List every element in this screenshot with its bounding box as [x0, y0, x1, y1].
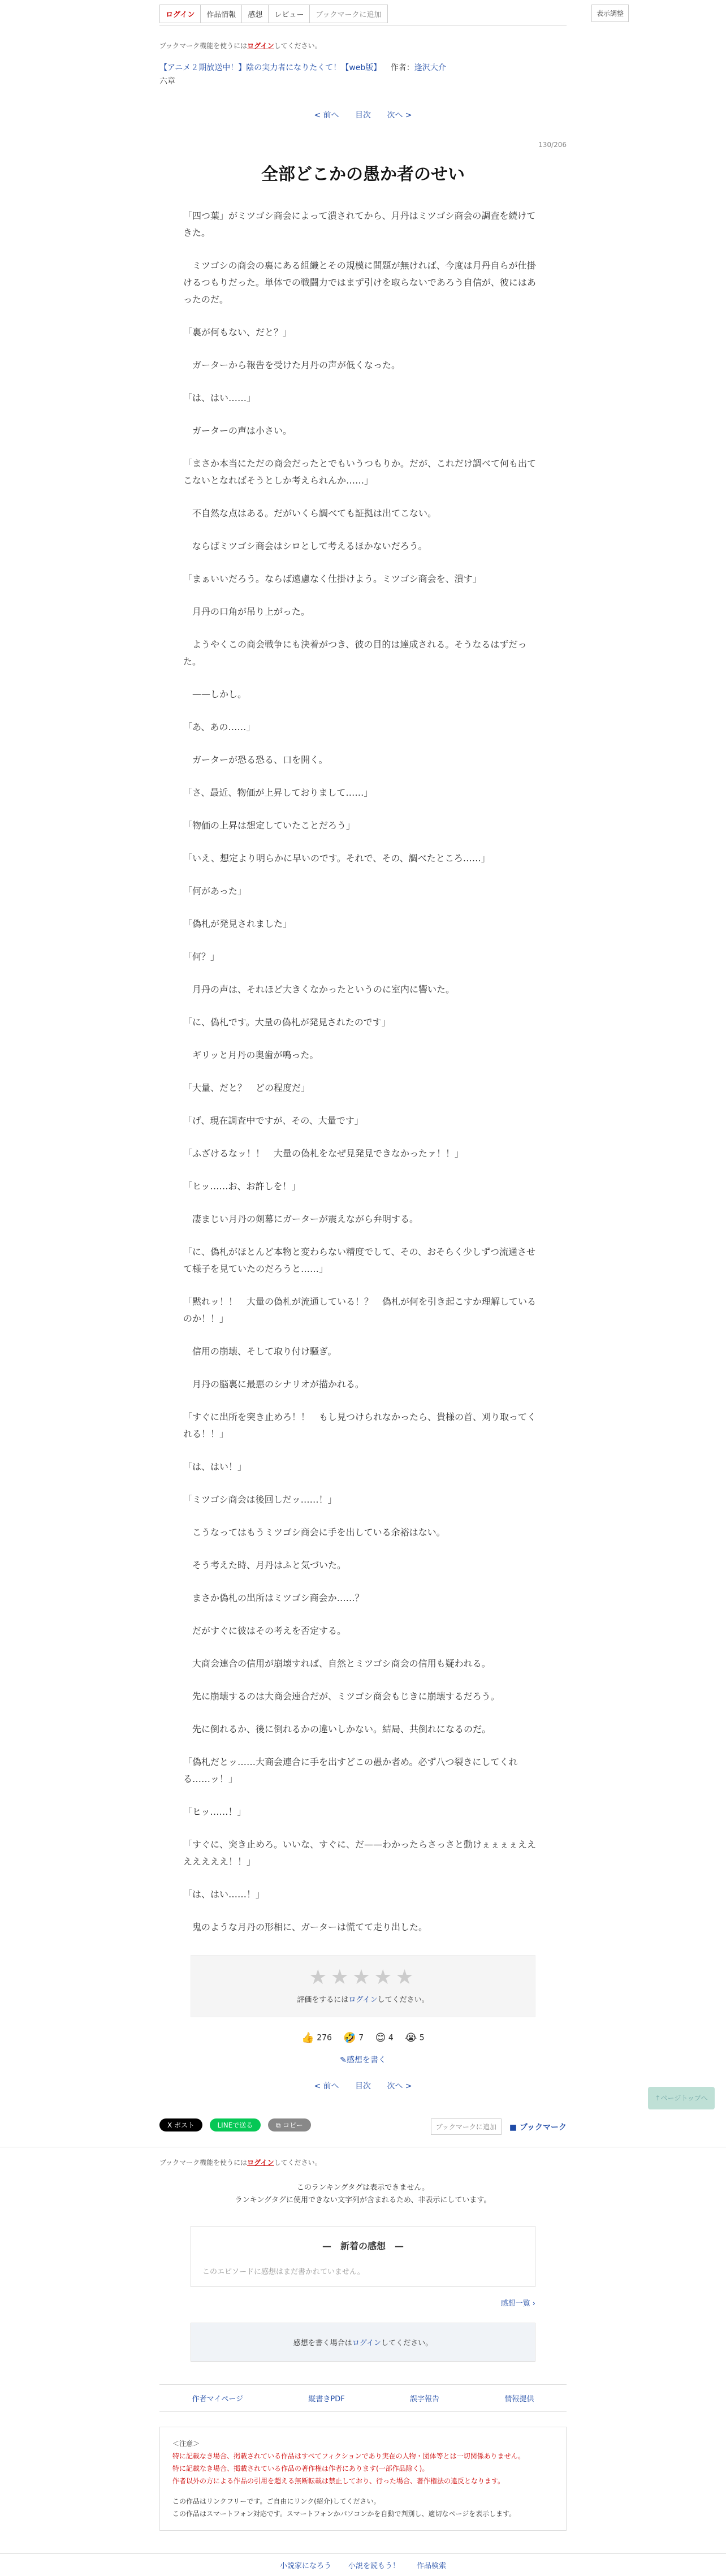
novel-paragraph: 「に、偽札がほとんど本物と変わらない精度でして、その、おそらく少しずつ流通させて様子を見ていたのだろうと……」 — [183, 1246, 536, 1274]
novel-paragraph: 鬼のような月丹の形相に、ガーターは慌てて走り出した。 — [183, 1922, 428, 1932]
smiling-icon: 😊 — [375, 2032, 386, 2044]
bookmark-notice-bottom — [159, 2158, 567, 2167]
caution-line: この作品はスマートフォン対応です。スマートフォンかパソコンかを自動で判別し、適切なページを表示します。 — [172, 2510, 516, 2518]
next-link[interactable]: 次へ > — [387, 111, 412, 120]
add-bookmark-button[interactable]: ブックマークに追加 — [431, 2118, 502, 2135]
review-tab[interactable]: レビュー — [268, 5, 310, 23]
ranking-line: ランキングタグに使用できない文字列が含まれるため、非表示にしています。 — [235, 2196, 491, 2204]
bookmark-link[interactable]: ■ ブックマーク — [509, 2122, 567, 2132]
copy-button[interactable]: ⧉ コピー — [268, 2118, 311, 2131]
novel-paragraph: 月丹の口角が吊り上がった。 — [183, 606, 310, 617]
bookmark-area — [431, 2118, 567, 2135]
novel-paragraph: ——しかし。 — [183, 689, 247, 700]
novel-paragraph: 「物価の上昇は想定していたことだろう」 — [183, 820, 356, 831]
reaction-smiling[interactable] — [375, 2032, 394, 2044]
rating-box — [191, 1955, 535, 2017]
display-settings-button[interactable]: 表示調整 — [591, 5, 629, 22]
reaction-crying[interactable] — [405, 2032, 424, 2044]
episode-count: 130/206 — [538, 141, 567, 149]
reaction-thumbs-up[interactable] — [301, 2032, 332, 2044]
novel-paragraph: 「まぁいいだろう。ならば遠慮なく仕掛けよう。ミツゴシ商会を、潰す」 — [183, 573, 482, 584]
novel-paragraph: 「偽札が発見されました」 — [183, 918, 292, 929]
prev-link[interactable]: < 前へ — [314, 2082, 339, 2091]
caution-line: 特に記載なき場合、掲載されている作品はすべてフィクションであり実在の人物・団体等とは一切関係ありません。 — [172, 2452, 525, 2460]
vertical-pdf-link[interactable]: 縦書きPDF — [308, 2395, 345, 2404]
novel-paragraph: ガーターから報告を受けた月丹の声が低くなった。 — [183, 360, 401, 370]
login-tab[interactable]: ログイン — [159, 5, 201, 23]
share-bar — [159, 2118, 567, 2141]
reaction-count: 4 — [388, 2033, 394, 2043]
work-info-tab[interactable]: 作品情報 — [200, 5, 242, 23]
novel-paragraph: 月丹の脳裏に最悪のシナリオが描かれる。 — [183, 1379, 364, 1390]
toc-link[interactable]: 目次 — [355, 111, 371, 120]
narou-link[interactable]: 小説家になろう — [279, 2562, 331, 2570]
add-bookmark-tab[interactable]: ブックマークに追加 — [309, 5, 387, 23]
reaction-count: 5 — [419, 2033, 425, 2043]
write-impression-link[interactable]: ✎感想を書く — [340, 2056, 386, 2065]
chapter-name: 六章 — [159, 77, 175, 86]
episode-title: 全部どこかの愚か者のせい — [261, 165, 465, 184]
ranking-line: このランキングタグは表示できません。 — [296, 2184, 430, 2192]
notice-pre: ブックマーク機能を使うには — [159, 42, 248, 50]
novel-paragraph: 「に、偽札です。大量の偽札が発見されたのです」 — [183, 1017, 391, 1028]
crying-icon: 😭 — [405, 2032, 417, 2044]
site-bottom-bar — [0, 2553, 726, 2576]
toc-link[interactable]: 目次 — [355, 2082, 371, 2091]
rating-login-link[interactable]: ログイン — [348, 1996, 378, 2004]
caution-heading: ＜注意＞ — [172, 2440, 200, 2448]
rating-text — [191, 1994, 535, 2004]
novel-paragraph: 信用の崩壊、そして取り付け騒ぎ。 — [183, 1346, 337, 1357]
reaction-laughing[interactable] — [343, 2032, 364, 2044]
novel-paragraph: ギリッと月丹の奥歯が鳴った。 — [183, 1050, 319, 1060]
novel-paragraph: ならばミツゴシ商会はシロとして考えるほかないだろう。 — [183, 541, 427, 551]
novel-paragraph: 「いえ、想定より明らかに早いのです。それで、その、調べたところ……」 — [183, 853, 490, 864]
rating-pre: 評価をするには — [297, 1996, 349, 2004]
novel-paragraph: ミツゴシの商会の裏にある組織とその規模に問題が無ければ、今度は月丹自らが仕掛けるつもりだった。単体での戦闘力ではまず引けを取らないであろう自信が、彼にはあったのだ。 — [183, 260, 536, 305]
caution-box — [159, 2427, 567, 2531]
impressions-title: — 新着の感想 — — [322, 2241, 404, 2251]
novel-paragraph: 「ヒッ……お、お許しを！」 — [183, 1181, 301, 1192]
notice-pre: ブックマーク機能を使うには — [159, 2159, 248, 2167]
novel-paragraph: 「まさか本当にただの商会だったとでもいうつもりか。だが、これだけ調べて何も出てこないとなればそうとしか考えられんか……」 — [183, 458, 537, 486]
write-pre: 感想を書く場合は — [293, 2339, 352, 2348]
novel-paragraph: そう考えた時、月丹はふと気づいた。 — [183, 1560, 347, 1570]
novel-paragraph: だがすぐに彼はその考えを否定する。 — [183, 1625, 347, 1636]
episode-pager-top — [159, 109, 567, 120]
typo-report-link[interactable]: 誤字報告 — [410, 2395, 440, 2404]
page-top-button[interactable]: ↑ページトップへ — [648, 2087, 715, 2109]
novel-paragraph: 月丹の声は、それほど大きくなかったというのに室内に響いた。 — [183, 984, 455, 995]
reactions — [159, 2032, 567, 2044]
write-impression-box — [191, 2323, 535, 2362]
author-link[interactable]: 逢沢大介 — [414, 63, 446, 72]
new-impressions-box — [191, 2226, 535, 2287]
star-icon[interactable]: ★ — [395, 1966, 417, 1989]
novel-paragraph: 「裏が何もない、だと？」 — [183, 327, 292, 338]
impressions-list-link[interactable]: 感想一覧 › — [500, 2299, 535, 2308]
novel-paragraph: 凄まじい月丹の剣幕にガーターが震えながら弁明する。 — [183, 1214, 419, 1224]
star-icon[interactable]: ★ — [330, 1966, 352, 1989]
reaction-count: 276 — [317, 2033, 332, 2043]
star-icon[interactable]: ★ — [309, 1966, 331, 1989]
novel-body — [159, 208, 567, 1936]
novel-paragraph: 「何？」 — [183, 951, 220, 962]
caution-line: 作者以外の方による作品の引用を超える無断転載は禁止しており、行った場合、著作権法の違反となります。 — [172, 2477, 505, 2485]
novel-paragraph: 先に倒れるか、後に倒れるかの違いしかない。結局、共倒れになるのだ。 — [183, 1724, 491, 1734]
x-post-button[interactable]: X ポスト — [159, 2118, 202, 2131]
novel-paragraph: 「ヒッ……！」 — [183, 1806, 247, 1817]
write-login-link[interactable]: ログイン — [352, 2339, 382, 2348]
author-label: 作者： — [390, 63, 414, 72]
notice-login-link[interactable]: ログイン — [247, 2159, 274, 2167]
novel-paragraph: 「大量、だと？ どの程度だ」 — [183, 1082, 310, 1093]
author-mypage-link[interactable]: 作者マイページ — [192, 2395, 244, 2404]
episode-pager-bottom — [159, 2080, 567, 2091]
novel-paragraph: 「偽札だとッ……大商会連合に手を出すどこの愚か者め。必ず八つ裂きにしてくれる……ッ！」 — [183, 1757, 518, 1784]
line-share-button[interactable]: LINEで送る — [210, 2118, 261, 2131]
notice-post: してください。 — [274, 2159, 322, 2167]
novel-paragraph: 「すぐに出所を突き止めろ！！ もし見つけられなかったら、貴様の首、刈り取ってくれる！！」 — [183, 1412, 537, 1439]
novel-paragraph: ようやくこの商会戦争にも決着がつき、彼の目的は達成される。そうなるはずだった。 — [183, 639, 527, 667]
novel-paragraph: 「四つ葉」がミツゴシ商会によって潰されてから、月丹はミツゴシ商会の調査を続けてきた。 — [183, 210, 536, 238]
novel-paragraph: 「ミツゴシ商会は後回しだッ……！」 — [183, 1494, 337, 1505]
novel-paragraph: 「何があった」 — [183, 886, 247, 896]
footer-nav — [159, 2384, 567, 2412]
impressions-empty: このエピソードに感想はまだ書かれていません。 — [202, 2268, 365, 2276]
rating-post: してください。 — [377, 1996, 429, 2004]
novel-paragraph: 「は、はい！」 — [183, 1461, 247, 1472]
novel-paragraph: 先に崩壊するのは大商会連合だが、ミツゴシ商会もじきに崩壊するだろう。 — [183, 1691, 500, 1702]
star-icon[interactable]: ★ — [374, 1966, 396, 1989]
star-icon[interactable]: ★ — [352, 1966, 374, 1989]
notice-login-link[interactable]: ログイン — [247, 42, 274, 50]
series-info — [159, 62, 567, 73]
novel-paragraph: 「は、はい……」 — [183, 392, 256, 403]
rating-stars[interactable] — [191, 1966, 535, 1989]
yomou-link[interactable]: 小説を読もう！ — [348, 2562, 400, 2570]
bookmark-notice — [159, 41, 567, 50]
top-bar — [159, 0, 624, 26]
search-link[interactable]: 作品検索 — [417, 2562, 447, 2570]
novel-paragraph: 大商会連合の信用が崩壊すれば、自然とミツゴシ商会の信用も疑われる。 — [183, 1658, 491, 1669]
novel-paragraph: ガーターが恐る恐る、口を開く。 — [183, 754, 328, 765]
next-link[interactable]: 次へ > — [387, 2082, 412, 2091]
novel-paragraph: 「黙れッ！！ 大量の偽札が流通している！？ 偽札が何を引き起こすか理解しているのか！！」 — [183, 1296, 537, 1324]
novel-paragraph: 「すぐに、突き止めろ。いいな、すぐに、だ——わかったらさっさと動けぇぇぇぇえええええええ！！」 — [183, 1839, 537, 1867]
novel-paragraph: 「さ、最近、物価が上昇しておりまして……」 — [183, 787, 373, 798]
series-title-link[interactable]: 【アニメ２期放送中！】陰の実力者になりたくて！【web版】 — [159, 63, 382, 72]
caution-line: 特に記載なき場合、掲載されている作品の著作権は作者にあります(一部作品除く)。 — [172, 2465, 429, 2473]
reaction-count: 7 — [358, 2033, 364, 2043]
novel-paragraph: 「げ、現在調査中ですが、その、大量です」 — [183, 1115, 364, 1126]
novel-paragraph: まさか偽札の出所はミツゴシ商会か……？ — [183, 1593, 364, 1603]
prev-link[interactable]: < 前へ — [314, 111, 339, 120]
laughing-icon: 🤣 — [343, 2032, 356, 2044]
top-tabs — [159, 5, 387, 23]
notice-post: してください。 — [274, 42, 322, 50]
info-provide-link[interactable]: 情報提供 — [504, 2395, 534, 2404]
novel-paragraph: 「あ、あの……」 — [183, 722, 256, 732]
caution-line: この作品はリンクフリーです。ご自由にリンク(紹介)してください。 — [172, 2497, 381, 2505]
thumbs-up-icon: 👍 — [301, 2032, 314, 2044]
novel-paragraph: ガーターの声は小さい。 — [183, 425, 292, 436]
impressions-tab[interactable]: 感想 — [241, 5, 269, 23]
novel-paragraph: 不自然な点はある。だがいくら調べても証拠は出てこない。 — [183, 508, 437, 519]
ranking-tag-notice — [159, 2182, 567, 2207]
write-post: してください。 — [381, 2339, 433, 2348]
novel-paragraph: こうなってはもうミツゴシ商会に手を出している余裕はない。 — [183, 1527, 446, 1538]
novel-paragraph: 「ふざけるなッ！！ 大量の偽札をなぜ見発見できなかったァ！！」 — [183, 1148, 464, 1159]
novel-paragraph: 「は、はい……！」 — [183, 1889, 265, 1900]
